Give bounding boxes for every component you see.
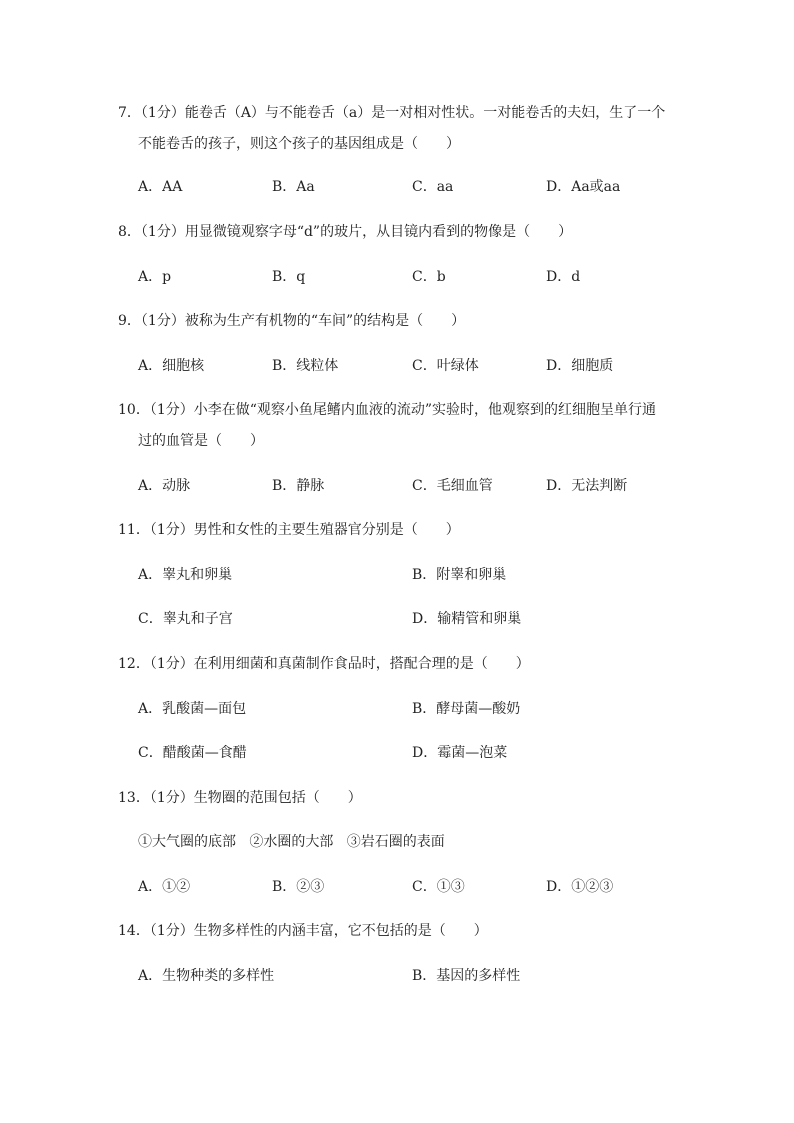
question-9-options (138, 356, 698, 376)
question-12-option-a[interactable]: A．乳酸菌—面包 (138, 701, 247, 717)
question-11-options-row2 (138, 609, 698, 629)
item-1-marker: ① (138, 834, 152, 850)
question-13-stem: 13．（1分）生物圈的范围包括（ ） (118, 790, 362, 806)
question-10-option-d[interactable]: D．无法判断 (546, 478, 628, 494)
item-3-marker: ③ (346, 834, 361, 850)
question-7-option-c[interactable]: C．aa (412, 179, 454, 195)
question-14-option-b[interactable]: B．基因的多样性 (412, 968, 521, 984)
question-13-option-a[interactable] (138, 877, 190, 897)
question-8-option-b[interactable]: B．q (272, 269, 306, 285)
question-10-stem-continued: 过的血管是（ ） (138, 433, 264, 449)
question-11-option-a[interactable]: A．睾丸和卵巢 (138, 567, 233, 583)
question-8-options (138, 267, 698, 287)
question-7-option-b[interactable]: B．Aa (272, 179, 315, 195)
option-marks: ②③ (296, 879, 325, 895)
question-11-option-d[interactable]: D．输精管和卵巢 (412, 611, 522, 627)
question-10-option-c[interactable]: C．毛细血管 (412, 478, 493, 494)
question-13-items (138, 832, 445, 852)
question-7-option-a[interactable]: A．AA (138, 179, 183, 195)
question-7-options (138, 177, 698, 197)
item-1-text: 大气圈的底部 (152, 834, 236, 850)
question-10-option-b[interactable]: B．静脉 (272, 478, 325, 494)
question-12-stem: 12．（1分）在利用细菌和真菌制作食品时，搭配合理的是（ ） (118, 656, 530, 672)
option-letter: D． (546, 879, 572, 895)
item-2-marker: ② (249, 834, 264, 850)
option-letter: C． (412, 879, 437, 895)
option-letter: A． (138, 879, 163, 895)
question-9-option-d[interactable]: D．细胞质 (546, 358, 614, 374)
question-8-option-a[interactable]: A．p (138, 269, 172, 285)
option-marks: ①② (162, 879, 191, 895)
question-12-option-c[interactable]: C．醋酸菌—食醋 (138, 745, 247, 761)
option-marks: ①③ (436, 879, 465, 895)
question-11-option-b[interactable]: B．附睾和卵巢 (412, 567, 507, 583)
question-14-stem: 14．（1分）生物多样性的内涵丰富，它不包括的是（ ） (118, 923, 488, 939)
question-9-option-c[interactable]: C．叶绿体 (412, 358, 479, 374)
question-9-option-b[interactable]: B．线粒体 (272, 358, 339, 374)
question-8-stem: 8．（1分）用显微镜观察字母“d”的玻片，从目镜内看到的物像是（ ） (118, 224, 573, 240)
question-13-option-d[interactable] (546, 877, 613, 897)
question-8-option-d[interactable]: D．d (546, 269, 581, 285)
question-8-option-c[interactable]: C．b (412, 269, 446, 285)
question-11-options-row1 (138, 565, 698, 585)
question-7-option-d[interactable]: D．Aa或aa (546, 179, 621, 195)
option-marks: ①②③ (571, 879, 614, 895)
question-12-option-d[interactable]: D．霉菌—泡菜 (412, 745, 508, 761)
option-letter: B． (272, 879, 297, 895)
question-10-options (138, 476, 698, 496)
question-11-option-c[interactable]: C．睾丸和子宫 (138, 611, 233, 627)
question-14-option-a[interactable]: A．生物种类的多样性 (138, 968, 275, 984)
question-12-options-row2 (138, 743, 698, 763)
question-7-stem-continued: 不能卷舌的孩子，则这个孩子的基因组成是（ ） (138, 136, 460, 152)
question-14-options (138, 966, 698, 986)
question-9-stem: 9．（1分）被称为生产有机物的“车间”的结构是（ ） (118, 313, 466, 329)
item-2-text: 水圈的大部 (263, 834, 334, 850)
question-10-option-a[interactable]: A．动脉 (138, 478, 191, 494)
question-12-option-b[interactable]: B．酵母菌—酸奶 (412, 701, 521, 717)
question-12-options-row1 (138, 699, 698, 719)
question-13-options (138, 877, 698, 897)
question-13-option-b[interactable] (272, 877, 324, 897)
question-10-stem: 10．（1分）小李在做“观察小鱼尾鳍内血液的流动”实验时，他观察到的红细胞呈单行通 (118, 402, 657, 418)
question-9-option-a[interactable]: A．细胞核 (138, 358, 205, 374)
question-7-stem: 7．（1分）能卷舌（A）与不能卷舌（a）是一对相对性状。一对能卷舌的夫妇，生了一个 (118, 105, 666, 121)
question-13-option-c[interactable] (412, 877, 465, 897)
question-11-stem: 11．（1分）男性和女性的主要生殖器官分别是（ ） (118, 522, 460, 538)
item-3-text: 岩石圈的表面 (360, 834, 445, 850)
